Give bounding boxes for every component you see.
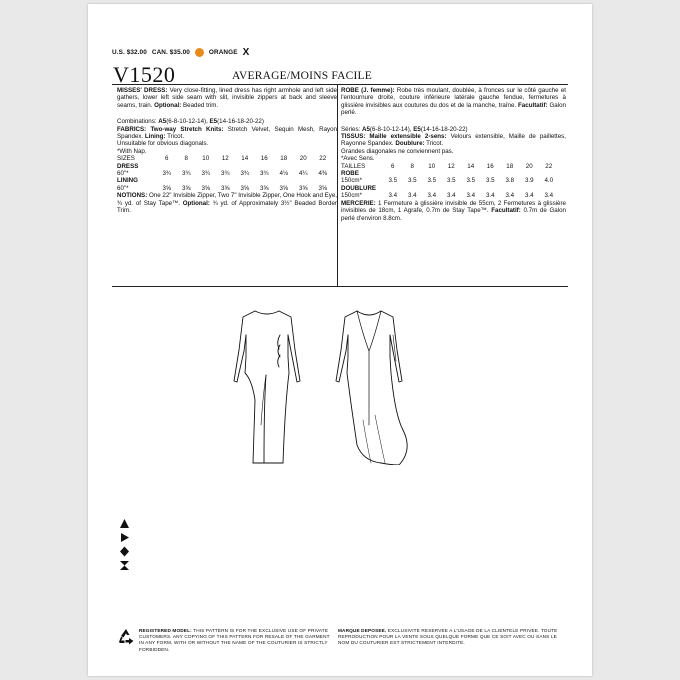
fabrics: FABRICS: Two-way Stretch Knits: Stretch Velvet, Sequin Mesh, Rayon Spandex. Lining: Tricot. xyxy=(117,125,337,141)
table-row: 150cm* 3.4 3.4 3.4 3.4 3.4 3.4 3.4 3.4 3.4 xyxy=(341,192,554,200)
registered-model-notice: REGISTERED MODEL: THIS PATTERN IS FOR THE EXCLUSIVE USE OF PRIVATE CUSTOMERS. ANY COPYING OF THIS PATTERN FOR RESALE OF THE GARMENT IN ANY FORM, WITH OR WITHOUT THE NAME OF THE COUTURIER IS STRICTLY FORBIDDEN. xyxy=(139,628,330,652)
column-divider xyxy=(337,84,338,286)
table-row: DRESS xyxy=(117,162,139,170)
table-row: DOUBLURE xyxy=(341,184,377,192)
table-row: 150cm* 3.5 3.5 3.5 3.5 3.5 3.5 3.8 3.9 4.0 xyxy=(341,177,554,185)
play-right-icon xyxy=(117,530,131,544)
table-row: 60"* 3⅝ 3⅝ 3⅝ 3⅝ 3⅝ 3⅝ 3⅝ 3⅝ 3⅝ xyxy=(117,184,328,192)
top-divider xyxy=(112,84,568,85)
technical-drawings xyxy=(225,305,465,465)
french-column xyxy=(341,87,566,222)
marking-symbols xyxy=(117,516,131,572)
nap-note: *With Nap. xyxy=(117,147,147,155)
front-view-dress xyxy=(234,311,300,463)
unsuitable-note: Grandes diagonales ne conviennent pas. xyxy=(341,147,454,155)
notions: MERCERIE: 1 Fermeture à glissière invisible de 55cm, 2 Fermetures à glissière invisibles de 18cm, 1 Agrafe, 0.7m de Stay Tape™. Facultatif: 0.7m de Galon perlé d'environ 8.8cm. xyxy=(341,199,566,222)
can-price: CAN. $35.00 xyxy=(151,49,190,56)
recycle-icon xyxy=(116,627,136,647)
difficulty-label: AVERAGE/MOINS FACILE xyxy=(232,70,372,82)
bottom-divider xyxy=(112,286,568,287)
description: MISSES' DRESS: Very close-fitting, lined dress has right armhole and left side gathers, lower left side seam with slit, invisible zippers at back and sleeve seams, train. Optional: Beaded trim. xyxy=(117,87,337,109)
yardage-table xyxy=(117,155,333,192)
table-row: TAILLES 6 8 10 12 14 16 18 20 22 xyxy=(341,162,553,170)
yardage-table xyxy=(341,163,559,200)
unsuitable-note: Unsuitable for obvious diagonals. xyxy=(117,140,209,148)
table-row: 60"* 3¾ 3¾ 3¾ 3¾ 3¾ 3¾ 4⅛ 4¼ 4⅜ xyxy=(117,170,328,178)
table-row: SIZES 6 8 10 12 14 16 18 20 22 xyxy=(117,155,327,163)
us-price: U.S. $32.00 xyxy=(112,49,147,56)
table-row: LINING xyxy=(117,177,138,185)
triangle-up-icon xyxy=(117,516,131,530)
description: ROBE (J. femme): Robe très moulant, doublée, à fronces sur le côté gauche et l'entournure droite, couture inférieure latérale gauche fendue, fermetures à glissière invisibles aux coutures du dos et de la manche, traîne. Facultatif: Galon perlé. xyxy=(341,87,566,117)
combinations: Combinations: A5(6-8-10-12-14), E5(14-16-18-20-22) xyxy=(117,118,264,126)
english-column xyxy=(117,87,337,215)
fabrics: TISSUS: Maille extensible 2-sens: Velours extensible, Maille de paillettes, Rayonne Spandex. Doublure: Tricot. xyxy=(341,133,566,148)
notions: NOTIONS: One 22" Invisible Zipper, Two 7" Invisible Zipper, One Hook and Eye, ¾ yd. of Stay Tape™. Optional: ¾ yd. of Approximately 3½" Beaded Border Trim. xyxy=(117,192,337,215)
hourglass-icon xyxy=(117,558,131,572)
table-row: ROBE xyxy=(341,170,359,178)
orange-dot-icon xyxy=(195,48,204,57)
marque-deposee-notice: MARQUE DEPOSEE. EXCLUSIVITE RESERVEE A L'USAGE DE LA CLIENTELE PRIVEE. TOUTE REPRODUCTION POUR LA VENTE SOUS QUELQUE FORME QUE CE SOIT AVEC OU SANS LE NOM DU COUTURIER EST STRICTEMENT INTERDITE. xyxy=(338,628,558,646)
pattern-number: V1520 xyxy=(113,62,176,87)
diamond-icon xyxy=(117,544,131,558)
color-mark: X xyxy=(242,47,250,58)
back-view-dress xyxy=(336,311,407,465)
price-line xyxy=(112,47,254,58)
color-label: ORANGE xyxy=(208,49,238,56)
nap-note: *Avec Sens. xyxy=(341,155,375,163)
combinations: Séries: A5(6-8-10-12-14), E5(14-16-18-20-22) xyxy=(341,125,468,133)
